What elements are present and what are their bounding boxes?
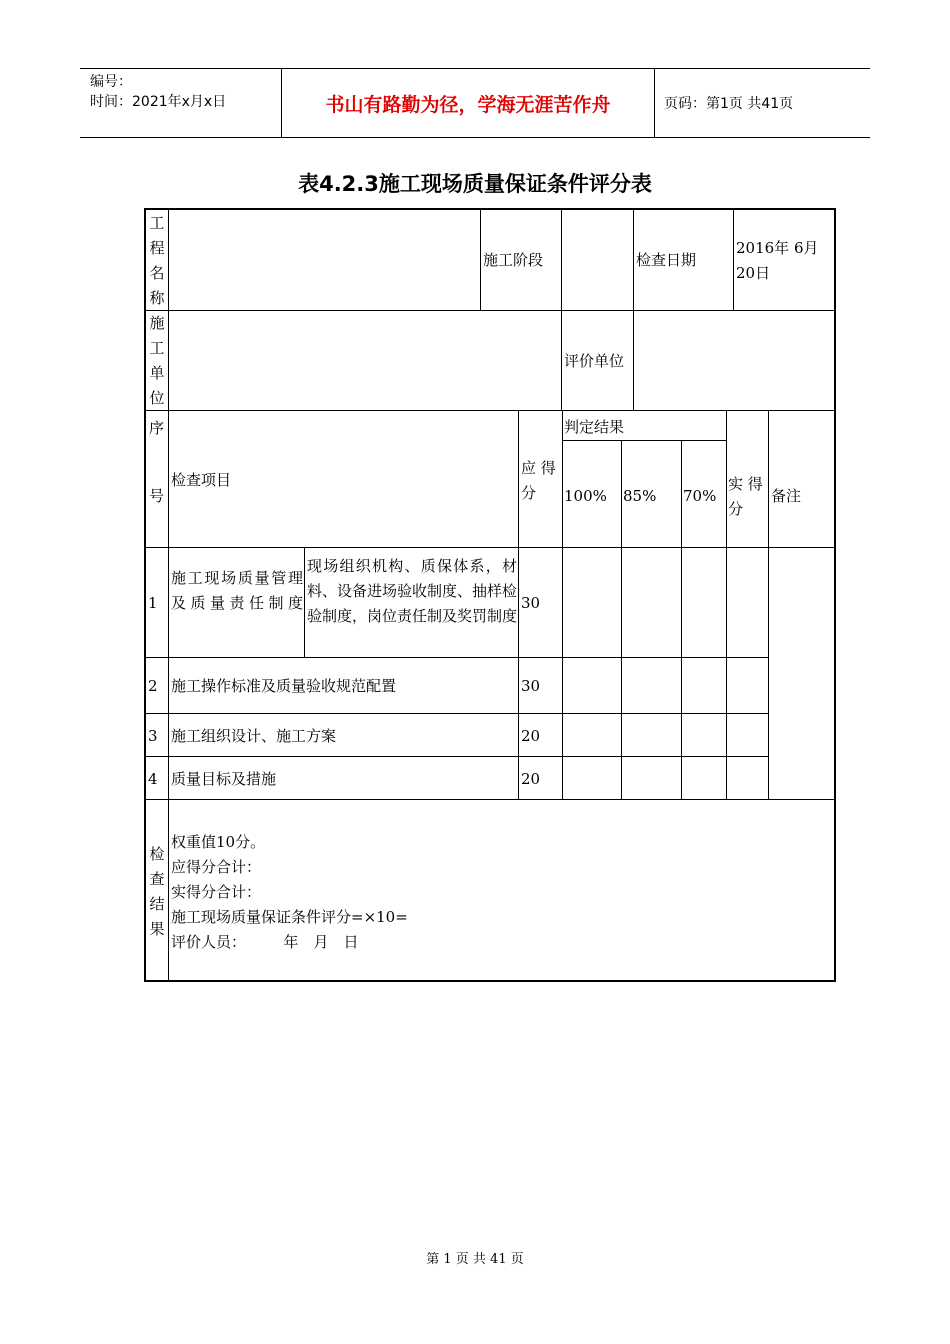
time-label: 时间：2021年x月x日 bbox=[90, 94, 227, 110]
header-motto: 书山有路勤为径，学海无涯苦作舟 bbox=[282, 69, 655, 137]
row-1-no: 1 bbox=[148, 594, 158, 612]
pct-100-label: 100% bbox=[564, 487, 607, 505]
row-2-no: 2 bbox=[148, 677, 158, 695]
construction-unit-label: 施工单位 bbox=[149, 314, 165, 407]
row-2-item: 施工操作标准及质量验收规范配置 bbox=[171, 677, 397, 695]
actual-score-label: 实 得分 bbox=[728, 475, 763, 518]
judgement-label: 判定结果 bbox=[564, 418, 625, 436]
result-line-3: 实得分合计： bbox=[171, 883, 262, 901]
row-4-item: 质量目标及措施 bbox=[171, 770, 277, 788]
check-date-value: 2016年 6月20日 bbox=[736, 239, 819, 282]
score-table bbox=[144, 208, 836, 982]
stage-label: 施工阶段 bbox=[483, 251, 544, 269]
row-3-item: 施工组织设计、施工方案 bbox=[171, 727, 337, 745]
check-item-label: 检查项目 bbox=[171, 471, 232, 489]
check-date-label: 检查日期 bbox=[636, 251, 697, 269]
result-line-4: 施工现场质量保证条件评分=×10= bbox=[171, 908, 408, 926]
number-label: 编号： bbox=[90, 74, 132, 90]
pct-85-label: 85% bbox=[623, 487, 657, 505]
eval-unit-label: 评价单位 bbox=[564, 352, 625, 370]
row-3-score: 20 bbox=[521, 727, 541, 745]
remark-label: 备注 bbox=[771, 487, 802, 505]
seq-label-top: 序 bbox=[149, 419, 165, 437]
header-meta bbox=[80, 69, 282, 137]
pct-70-label: 70% bbox=[683, 487, 717, 505]
row-1-item: 施工现场质量管理及质量责任制度 bbox=[171, 569, 303, 612]
page-header bbox=[80, 68, 870, 138]
project-name-label: 工程名称 bbox=[149, 214, 165, 307]
result-label: 检查结果 bbox=[149, 845, 165, 938]
row-4-score: 20 bbox=[521, 770, 541, 788]
seq-label-bottom: 号 bbox=[149, 487, 165, 505]
row-1-detail: 现场组织机构、质保体系，材料、设备进场验收制度、抽样检验制度，岗位责任制及奖罚制度 bbox=[307, 557, 518, 625]
result-line-1: 权重值10分。 bbox=[171, 833, 266, 851]
row-4-no: 4 bbox=[148, 770, 158, 788]
document-title: 表4.2.3施工现场质量保证条件评分表 bbox=[298, 172, 652, 196]
row-3-no: 3 bbox=[148, 727, 158, 745]
result-line-5: 评价人员： 年 月 日 bbox=[171, 933, 359, 951]
row-2-score: 30 bbox=[521, 677, 541, 695]
result-line-2: 应得分合计： bbox=[171, 858, 262, 876]
header-page-info: 页码：第1页 共41页 bbox=[664, 96, 794, 112]
page-footer: 第 1 页 共 41 页 bbox=[426, 1252, 524, 1267]
should-score-label: 应 得分 bbox=[521, 459, 556, 502]
row-1-score: 30 bbox=[521, 594, 541, 612]
